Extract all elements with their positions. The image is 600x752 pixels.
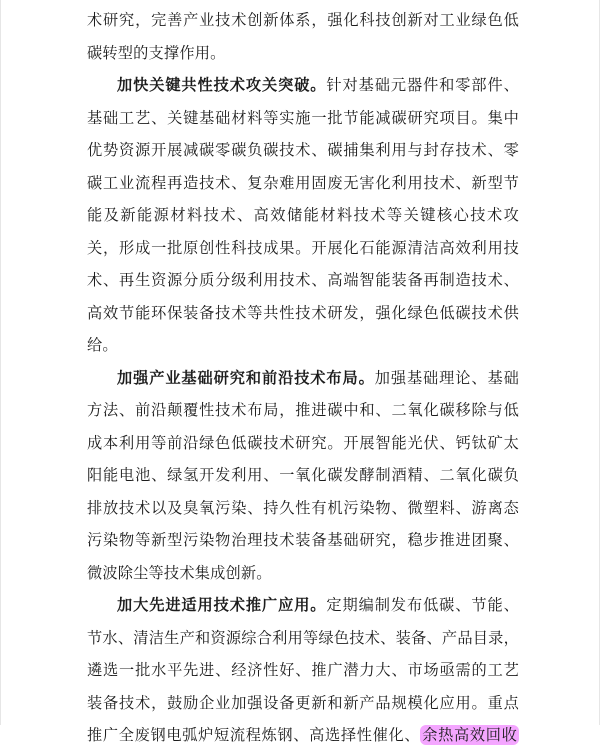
paragraph-heading: 加强产业基础研究和前沿技术布局。 bbox=[117, 368, 375, 387]
highlighted-text[interactable]: 余热高效回收 bbox=[422, 726, 518, 744]
text-line: 关，形成一批原创性科技成果。开展化石能源清洁高效利用技 bbox=[87, 238, 519, 257]
text-run: 推广全废钢电弧炉短流程炼钢、高选择性催化、 bbox=[87, 726, 421, 744]
text-line: 阳能电池、绿氢开发利用、一氧化碳发酵制酒精、二氧化碳负 bbox=[87, 466, 519, 484]
text-line: 方法、前沿颠覆性技术布局，推进碳中和、二氧化碳移除与低 bbox=[87, 401, 519, 419]
text-line: 污染物等新型污染物治理技术装备基础研究，稳步推进团聚、 bbox=[87, 531, 519, 549]
text-line-highlighted bbox=[87, 719, 519, 752]
text-line: 术研究，完善产业技术创新体系，强化科技创新对工业绿色低 bbox=[87, 11, 519, 29]
text-line: 能及新能源材料技术、高效储能材料技术等关键核心技术攻 bbox=[87, 206, 519, 224]
text-line: 节水、清洁生产和资源综合利用等绿色技术、装备、产品目录， bbox=[87, 628, 519, 647]
text-line: 遴选一批水平先进、经济性好、推广潜力大、市场亟需的工艺 bbox=[87, 661, 519, 679]
text-run: 加强基础理论、基础 bbox=[374, 368, 519, 387]
paragraph-first-line bbox=[87, 589, 519, 622]
text-line: 优势资源开展减碳零碳负碳技术、碳捕集利用与封存技术、零 bbox=[87, 141, 519, 159]
text-line: 装备技术，鼓励企业加强设备更新和新产品规模化应用。重点 bbox=[87, 693, 519, 712]
text-line: 微波除尘等技术集成创新。 bbox=[87, 563, 272, 582]
text-line: 排放技术以及臭氧污染、持久性有机污染物、微塑料、游离态 bbox=[87, 498, 519, 517]
text-line: 碳工业流程再造技术、复杂难用固废无害化利用技术、新型节 bbox=[87, 173, 519, 192]
text-line: 给。 bbox=[87, 336, 118, 354]
paragraph-first-line bbox=[87, 362, 519, 395]
paragraph-first-line bbox=[87, 69, 519, 102]
document-body bbox=[87, 4, 519, 752]
paragraph-heading: 加快关键共性技术攻关突破。 bbox=[117, 76, 327, 94]
text-run: 针对基础元器件和零部件、 bbox=[326, 76, 519, 94]
text-line: 成本利用等前沿绿色低碳技术研究。开展智能光伏、钙钛矿太 bbox=[87, 433, 519, 452]
text-line: 术、再生资源分质分级利用技术、高端智能装备再制造技术、 bbox=[87, 271, 519, 289]
text-line: 基础工艺、关键基础材料等实施一批节能减碳研究项目。集中 bbox=[87, 108, 519, 127]
text-run: 定期编制发布低碳、节能、 bbox=[326, 596, 519, 614]
text-line: 碳转型的支撑作用。 bbox=[87, 43, 226, 62]
paragraph-heading: 加大先进适用技术推广应用。 bbox=[117, 596, 327, 614]
text-line: 高效节能环保装备技术等共性技术研发，强化绿色低碳技术供 bbox=[87, 303, 519, 322]
